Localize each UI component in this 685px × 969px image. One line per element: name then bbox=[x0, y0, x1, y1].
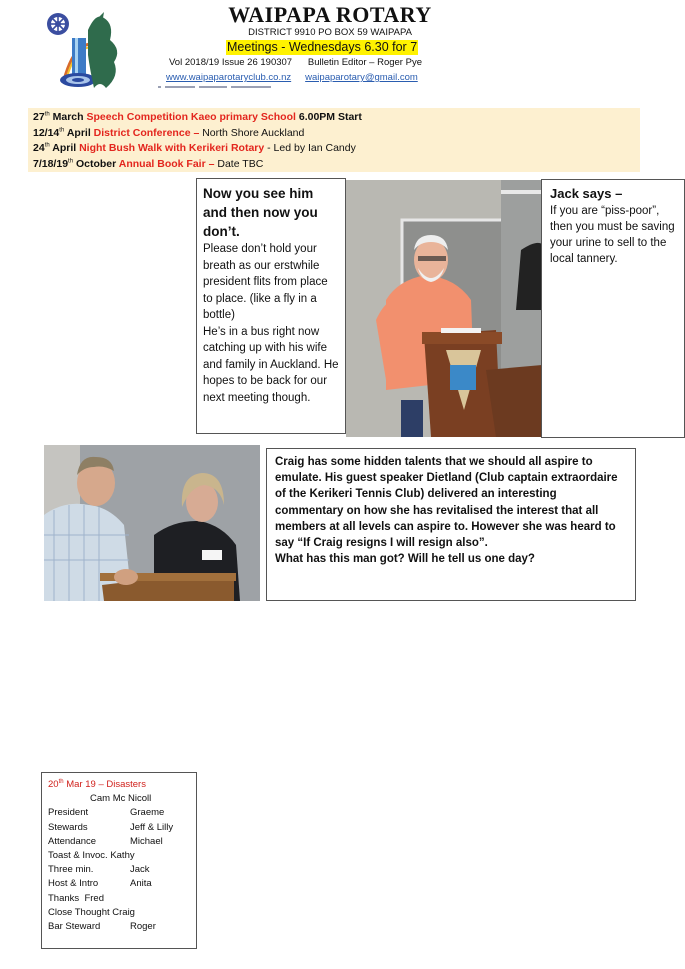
cropped-text-line bbox=[158, 86, 288, 91]
issue-info bbox=[169, 57, 422, 69]
event-title: Speech Competition Kaeo primary School bbox=[86, 111, 296, 123]
event-title: Night Bush Walk with Kerikeri Rotary bbox=[79, 142, 265, 154]
jack-says-box bbox=[541, 179, 685, 438]
photo-craig-and-guest-speaker bbox=[44, 445, 260, 601]
craig-talents-box bbox=[266, 448, 636, 601]
event-row: 27th March Speech Competition Kaeo primary School 6.00PM Start bbox=[33, 111, 362, 123]
event-title: District Conference – bbox=[93, 126, 200, 139]
roster-row: Attendance Michael bbox=[48, 835, 163, 847]
photo-speaker-at-lectern bbox=[346, 180, 542, 437]
jack-box-heading: Jack says – bbox=[550, 186, 623, 201]
roster-row: Three min. Jack bbox=[48, 864, 150, 876]
craig-box-para2: What has this man got? Will he tell us one day? bbox=[275, 553, 535, 566]
president-box-para2: He’s in a bus right now catching up with his wife and family in Auckland. He hopes to be back for our next meeting though. bbox=[203, 325, 339, 404]
bulletin-editor: Bulletin Editor – Roger Pye bbox=[307, 57, 422, 68]
event-row: 24th April Night Bush Walk with Kerikeri Rotary - Led by Ian Candy bbox=[33, 142, 356, 154]
president-away-box bbox=[196, 178, 346, 434]
upcoming-events bbox=[28, 108, 640, 172]
roster-row: Close Thought Craig bbox=[48, 906, 135, 918]
roster-row: Host & Intro Anita bbox=[48, 878, 152, 890]
president-box-para1: Please don’t hold your breath as our erstwhile president flits from place to place. (like a fly in a bottle) bbox=[203, 243, 328, 321]
event-row: 12/14th April District Conference – North Shore Auckland bbox=[33, 126, 305, 139]
event-title: Annual Book Fair – bbox=[118, 157, 215, 170]
website-link[interactable]: www.waipaparotaryclub.co.nz bbox=[166, 72, 292, 83]
newsletter-title: WAIPAPA ROTARY bbox=[228, 2, 432, 27]
roster-date-heading: 20th Mar 19 – Disasters bbox=[48, 778, 146, 790]
roster-row: President Graeme bbox=[48, 807, 165, 819]
rotary-club-logo bbox=[44, 10, 132, 92]
contact-links bbox=[166, 72, 418, 84]
roster-row: Stewards Jeff & Lilly bbox=[48, 821, 174, 833]
email-link[interactable]: waipaparotary@gmail.com bbox=[305, 72, 418, 83]
roster-row: Thanks Fred bbox=[48, 892, 104, 904]
jack-box-body: If you are “piss-poor”, then you must be saving your urine to sell to the local tannery. bbox=[550, 205, 675, 265]
roster-row: Toast & Invoc. Kathy bbox=[48, 850, 135, 862]
duty-roster bbox=[41, 772, 197, 949]
roster-row: Bar Steward Roger bbox=[48, 921, 156, 933]
president-box-heading: Now you see him and then now you don’t. bbox=[203, 186, 318, 239]
roster-speaker: Cam Mc Nicoll bbox=[90, 793, 152, 805]
meetings-schedule: Meetings - Wednesdays 6.30 for 7 bbox=[227, 40, 418, 54]
district-address: DISTRICT 9910 PO BOX 59 WAIPAPA bbox=[248, 27, 412, 38]
volume-issue: Vol 2018/19 Issue 26 190307 bbox=[169, 57, 293, 68]
rotary-wheel-icon bbox=[47, 13, 69, 35]
craig-box-para1: Craig has some hidden talents that we should all aspire to emulate. His guest speaker Dietland (Club captain extraordaire of the Kerikeri Tennis Club) delivered an interesting commentary on how she has revitalised the interest that all members at all levels can aspire to. However she was heard to say “If Craig resigns I will resign also”. bbox=[275, 456, 618, 550]
event-row: 7/18/19th October Annual Book Fair – Date TBC bbox=[33, 157, 264, 170]
